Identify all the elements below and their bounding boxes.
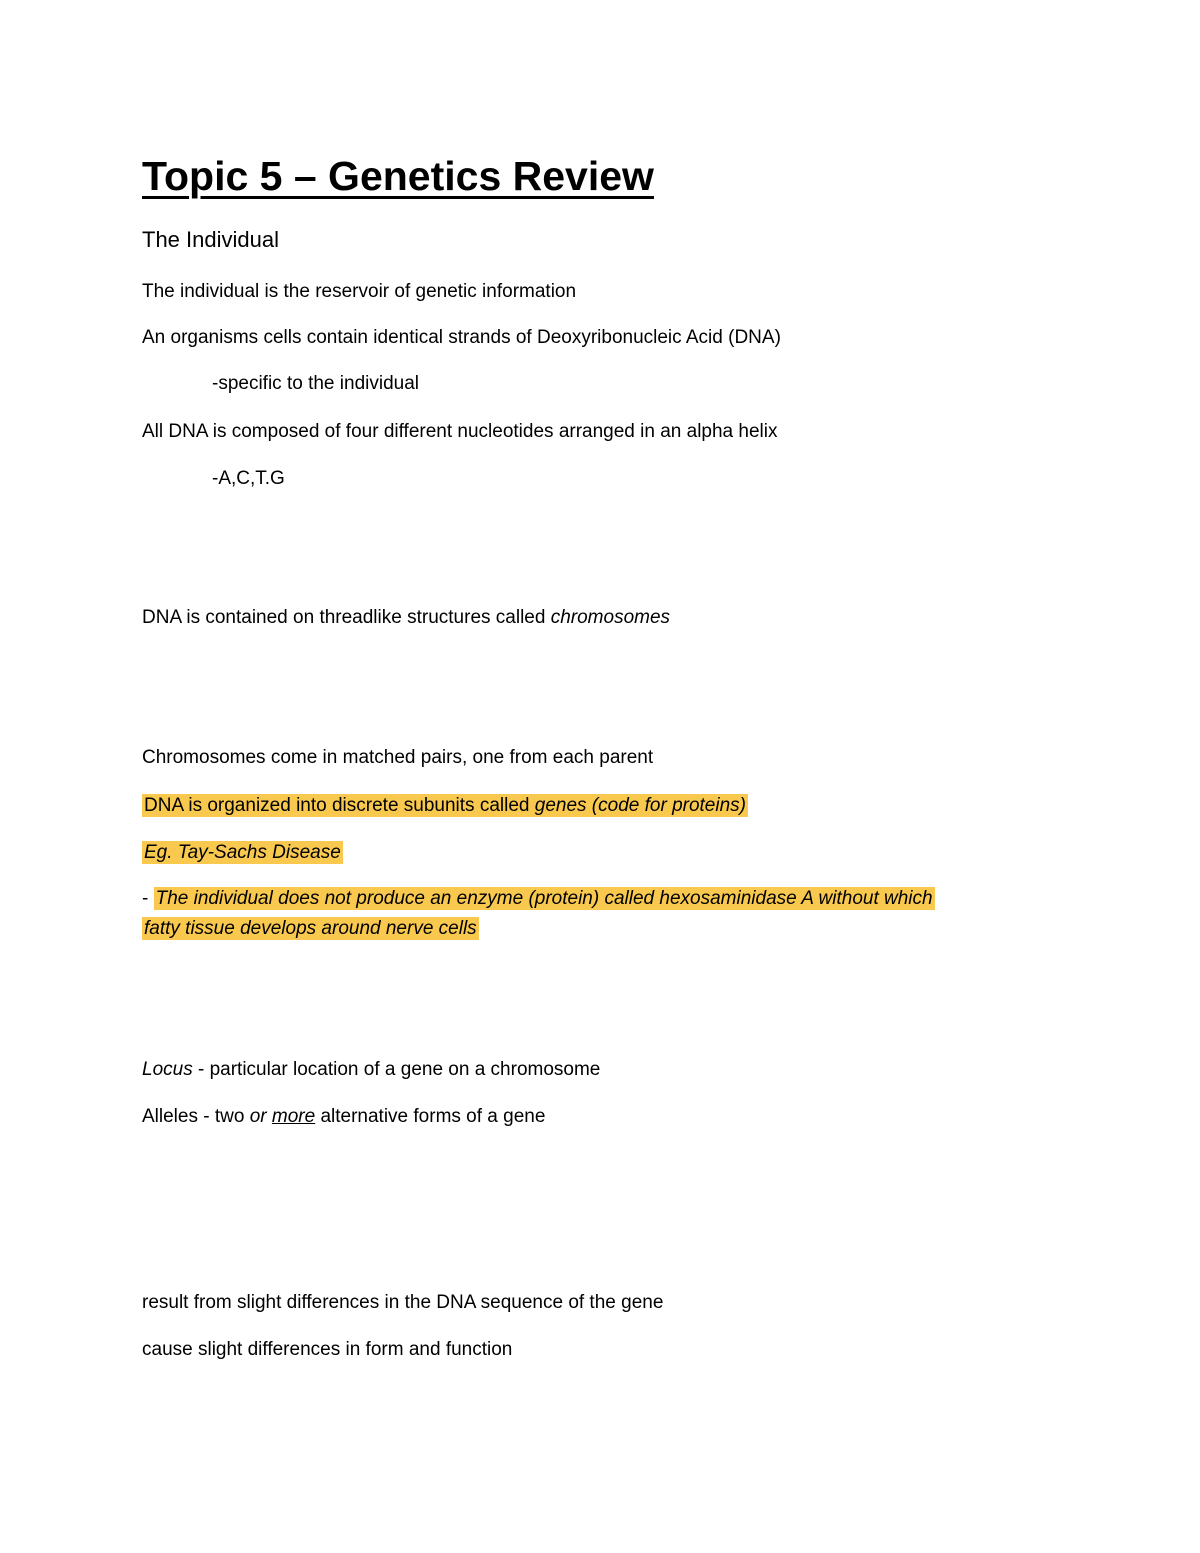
paragraph-chromosomes (142, 606, 670, 630)
paragraph-nucleotides: All DNA is composed of four different nucleotides arranged in an alpha helix (142, 421, 778, 442)
paragraph-dna-strands: An organisms cells contain identical strands of Deoxyribonucleic Acid (DNA) (142, 327, 781, 348)
paragraph-genes (142, 794, 748, 818)
italic-underlined-word-more: more (271, 1106, 316, 1127)
paragraph-reservoir: The individual is the reservoir of genetic information (142, 281, 577, 302)
paragraph-bases: -A,C,T.G (212, 468, 285, 489)
paragraph-specific: -specific to the individual (212, 373, 419, 394)
text-segment: alternative forms of a gene (315, 1106, 546, 1127)
document-title: Topic 5 – Genetics Review (142, 153, 654, 199)
section-heading: The Individual (142, 227, 279, 252)
text-segment: DNA is contained on threadlike structures called (142, 607, 551, 628)
text-segment: DNA is organized into discrete subunits called (144, 795, 535, 816)
paragraph-enzyme-line2 (142, 917, 479, 941)
text-segment: - particular location of a gene on a chromosome (192, 1059, 601, 1080)
italic-term-locus: Locus (142, 1059, 193, 1080)
paragraph-enzyme-line1 (142, 887, 935, 911)
paragraph-differences-function: cause slight differences in form and function (142, 1339, 513, 1360)
text-segment: Alleles - two (142, 1106, 250, 1127)
paragraph-example (142, 841, 343, 865)
paragraph-matched-pairs: Chromosomes come in matched pairs, one from each parent (142, 747, 654, 768)
italic-term-genes: genes (code for proteins) (534, 795, 746, 816)
highlight-genes (142, 794, 748, 817)
italic-term-chromosomes: chromosomes (550, 607, 671, 628)
italic-word-or: or (249, 1106, 267, 1127)
paragraph-alleles (142, 1105, 545, 1129)
highlight-example: Eg. Tay-Sachs Disease (144, 842, 341, 863)
paragraph-locus (142, 1058, 600, 1082)
bullet-dash: - (142, 888, 154, 909)
paragraph-differences-sequence: result from slight differences in the DNA sequence of the gene (142, 1292, 664, 1313)
highlight-enzyme-line2: fatty tissue develops around nerve cells (144, 918, 477, 939)
highlight-enzyme-line1: The individual does not produce an enzyme (protein) called hexosaminidase A without which (155, 888, 933, 909)
